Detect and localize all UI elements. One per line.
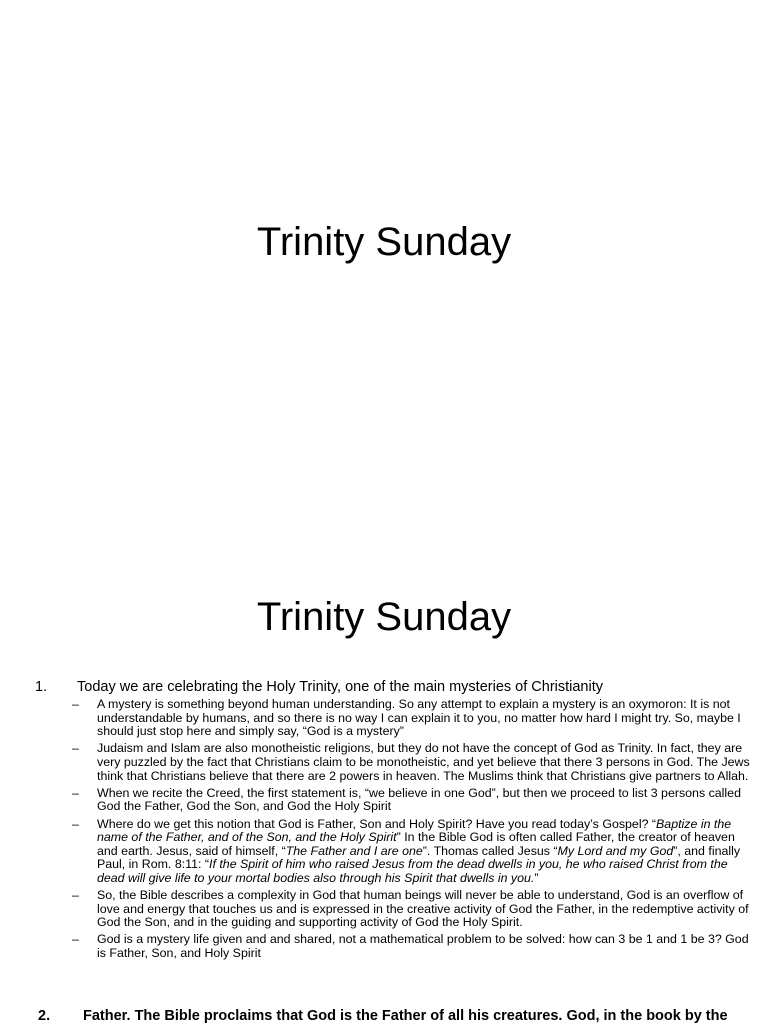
text-span: ” In the Bible God is often called Father, the creator of heaven and earth. Jesus, said of himself, “ [97, 830, 735, 858]
bullet-text: When we recite the Creed, the first statement is, “we believe in one God”, but then we proceed to list 3 persons called God the Father, God the Son, and God the Holy Spirit [97, 785, 741, 814]
paul-quote: If the Spirit of him who raised Jesus from the dead dwells in you, he who raised Christ from the dead will give life to your mortal bodies also through his Spirit that dwells in you. [97, 857, 728, 885]
bullet-text: So, the Bible describes a complexity in God that human beings will never be able to understand, God is an overflow of love and energy that touches us and is expressed in the creative activity of God the Father, in the redemptive activity of God the Son, and in the guiding and supporting activity of God the Holy Spirit. [97, 888, 749, 930]
thomas-quote: My Lord and my God [557, 843, 674, 858]
dash-marker: – [72, 888, 79, 903]
bullet-text: A mystery is something beyond human understanding. So any attempt to explain a mystery is an oxymoron: It is not understandable by humans, and so there is no way I can explain it to you, no matter how hard I might try. So, maybe I should just stop here and simply say, “God is a mystery” [97, 697, 741, 739]
slide-1-title: Trinity Sunday [256, 220, 512, 264]
bullet-text [97, 817, 740, 885]
text-span: ”. Thomas called Jesus “ [422, 843, 558, 858]
text-span: ”, and finally Paul, in Rom. 8:11: “ [97, 843, 741, 872]
text-span: Where do we get this notion that God is Father, Son and Holy Spirit? Have you read today’s Gospel? “ [97, 816, 657, 831]
dash-marker: – [72, 785, 79, 800]
bullet-list [72, 698, 752, 964]
item-text: Today we are celebrating the Holy Trinity, one of the main mysteries of Christianity [77, 679, 603, 695]
item-number: 2. [38, 1008, 51, 1024]
dash-marker: – [72, 816, 79, 831]
bullet-text: Judaism and Islam are also monotheistic religions, but they do not have the concept of God as Trinity. In fact, they are very puzzled by the fact that Christians claim to be monotheistic, and yet believe that there 3 persons in God. The Jews think that Christians believe that there are 2 powers in heaven. The Muslims think that Christians give partners to Allah. [97, 741, 750, 783]
dash-marker: – [72, 697, 79, 711]
jesus-quote: The Father and I are one [285, 843, 423, 858]
text-span: ” [534, 870, 539, 885]
bullet-scripture-sources [72, 818, 752, 886]
bullet-monotheistic-religions [72, 742, 752, 783]
item-number: 1. [35, 679, 48, 695]
bullet-mystery-definition [72, 698, 752, 739]
dash-marker: – [72, 932, 79, 947]
dash-marker: – [72, 741, 79, 756]
gospel-quote: Baptize in the name of the Father, and of the Son, and the Holy Spirit [97, 816, 732, 845]
item-text: Father. The Bible proclaims that God is the Father of all his creatures. God, in the book by the [83, 1008, 728, 1024]
bullet-complexity-in-god [72, 889, 752, 930]
slide-2-title: Trinity Sunday [256, 595, 512, 639]
bullet-creed [72, 787, 752, 814]
bullet-mystery-life [72, 933, 752, 960]
bullet-text: God is a mystery life given and and shared, not a mathematical problem to be solved: how can 3 be 1 and 1 be 3? God is Father, Son, and Holy Spirit [97, 932, 749, 961]
